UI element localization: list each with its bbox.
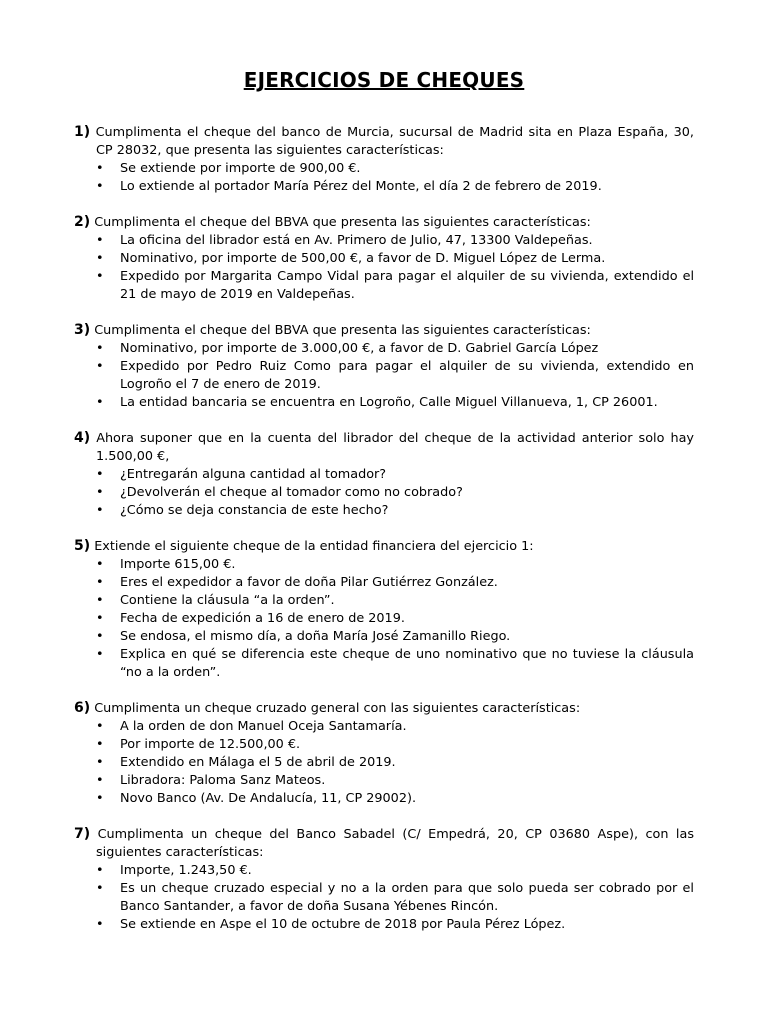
bullet-icon: • [96,485,104,500]
bullet-icon: • [96,359,104,374]
exercise-statement [74,825,694,862]
list-item [74,754,694,772]
list-item [74,160,694,178]
exercise [74,123,694,196]
exercise-list [74,123,694,934]
list-item-text: Nominativo, por importe de 500,00 €, a favor de D. Miguel López de Lerma. [120,251,606,266]
exercise [74,825,694,934]
list-item-text: ¿Entregarán alguna cantidad al tomador? [120,467,387,482]
list-item-text: Expedido por Margarita Campo Vidal para pagar el alquiler de su vivienda, extendido el 21 de mayo de 2019 en Valdepeñas. [120,269,694,302]
list-item-text: ¿Cómo se deja constancia de este hecho? [120,503,389,518]
list-item [74,574,694,592]
list-item [74,862,694,880]
list-item-text: Se endosa, el mismo día, a doña María José Zamanillo Riego. [120,629,511,644]
exercise-text: Ahora suponer que en la cuenta del librador del cheque de la actividad anterior solo hay 1.500,00 €, [96,431,694,464]
list-item [74,250,694,268]
exercise-number: 5) [74,538,91,554]
bullet-icon: • [96,161,104,176]
exercise-bullet-list [74,862,694,934]
exercise-bullet-list [74,340,694,412]
list-item-text: Es un cheque cruzado especial y no a la orden para que solo pueda ser cobrado por el Banco Santander, a favor de doña Susana Yébenes Rincón. [120,881,694,914]
exercise-number: 4) [74,430,91,446]
exercise-statement [74,123,694,160]
exercise-bullet-list [74,718,694,808]
bullet-icon: • [96,503,104,518]
exercise-statement [74,321,694,340]
exercise [74,321,694,412]
list-item [74,772,694,790]
list-item [74,358,694,394]
exercise-number: 2) [74,214,91,230]
exercise-statement [74,429,694,466]
list-item-text: Explica en qué se diferencia este cheque de uno nominativo que no tuviese la cláusula “no a la orden”. [120,647,694,680]
exercise [74,213,694,304]
exercise [74,699,694,808]
exercise-text: Cumplimenta un cheque cruzado general con las siguientes características: [94,701,581,716]
bullet-icon: • [96,611,104,626]
bullet-icon: • [96,737,104,752]
list-item [74,610,694,628]
exercise-bullet-list [74,556,694,682]
exercise [74,429,694,520]
exercise-statement [74,537,694,556]
list-item-text: Fecha de expedición a 16 de enero de 2019. [120,611,405,626]
list-item [74,484,694,502]
bullet-icon: • [96,467,104,482]
bullet-icon: • [96,233,104,248]
list-item [74,556,694,574]
exercise-text: Cumplimenta un cheque del Banco Sabadel (C/ Empedrá, 20, CP 03680 Aspe), con las siguientes características: [96,827,694,860]
exercise-bullet-list [74,160,694,196]
list-item-text: A la orden de don Manuel Oceja Santamaría. [120,719,407,734]
list-item-text: La oficina del librador está en Av. Primero de Julio, 47, 13300 Valdepeñas. [120,233,593,248]
list-item-text: Libradora: Paloma Sanz Mateos. [120,773,326,788]
exercise [74,537,694,682]
exercise-statement [74,213,694,232]
bullet-icon: • [96,269,104,284]
list-item [74,718,694,736]
bullet-icon: • [96,773,104,788]
list-item [74,628,694,646]
list-item-text: Contiene la cláusula “a la orden”. [120,593,335,608]
page-title: EJERCICIOS DE CHEQUES [243,68,525,92]
bullet-icon: • [96,593,104,608]
bullet-icon: • [96,179,104,194]
list-item-text: Por importe de 12.500,00 €. [120,737,301,752]
list-item-text: Lo extiende al portador María Pérez del Monte, el día 2 de febrero de 2019. [120,179,602,194]
list-item-text: La entidad bancaria se encuentra en Logroño, Calle Miguel Villanueva, 1, CP 26001. [120,395,658,410]
exercise-bullet-list [74,232,694,304]
exercise-text: Cumplimenta el cheque del BBVA que presenta las siguientes características: [94,215,591,230]
list-item-text: ¿Devolverán el cheque al tomador como no cobrado? [120,485,463,500]
exercise-number: 6) [74,700,91,716]
bullet-icon: • [96,629,104,644]
list-item-text: Extendido en Málaga el 5 de abril de 2019. [120,755,396,770]
bullet-icon: • [96,251,104,266]
bullet-icon: • [96,917,104,932]
bullet-icon: • [96,719,104,734]
list-item-text: Expedido por Pedro Ruiz Como para pagar el alquiler de su vivienda, extendido en Logroño el 7 de enero de 2019. [120,359,694,392]
list-item [74,268,694,304]
bullet-icon: • [96,755,104,770]
bullet-icon: • [96,557,104,572]
list-item-text: Nominativo, por importe de 3.000,00 €, a favor de D. Gabriel García López [120,341,599,356]
bullet-icon: • [96,647,104,662]
exercise-bullet-list [74,466,694,520]
list-item [74,916,694,934]
list-item [74,646,694,682]
list-item [74,880,694,916]
list-item-text: Se extiende en Aspe el 10 de octubre de 2018 por Paula Pérez López. [120,917,566,932]
list-item-text: Importe 615,00 €. [120,557,236,572]
exercise-number: 3) [74,322,91,338]
bullet-icon: • [96,395,104,410]
list-item [74,232,694,250]
exercise-text: Cumplimenta el cheque del banco de Murcia, sucursal de Madrid sita en Plaza España, 30, CP 28032, que presenta las siguientes características: [95,125,694,158]
exercise-number: 7) [74,826,91,842]
bullet-icon: • [96,575,104,590]
list-item [74,340,694,358]
bullet-icon: • [96,341,104,356]
list-item [74,466,694,484]
exercise-number: 1) [74,124,91,140]
exercise-text: Cumplimenta el cheque del BBVA que presenta las siguientes características: [94,323,591,338]
list-item [74,790,694,808]
list-item [74,178,694,196]
exercise-statement [74,699,694,718]
list-item-text: Eres el expedidor a favor de doña Pilar Gutiérrez González. [120,575,498,590]
bullet-icon: • [96,791,104,806]
list-item [74,502,694,520]
list-item-text: Importe, 1.243,50 €. [120,863,252,878]
list-item [74,394,694,412]
list-item [74,736,694,754]
exercise-text: Extiende el siguiente cheque de la entidad financiera del ejercicio 1: [94,539,534,554]
bullet-icon: • [96,881,104,896]
list-item [74,592,694,610]
list-item-text: Se extiende por importe de 900,00 €. [120,161,361,176]
bullet-icon: • [96,863,104,878]
list-item-text: Novo Banco (Av. De Andalucía, 11, CP 29002). [120,791,417,806]
